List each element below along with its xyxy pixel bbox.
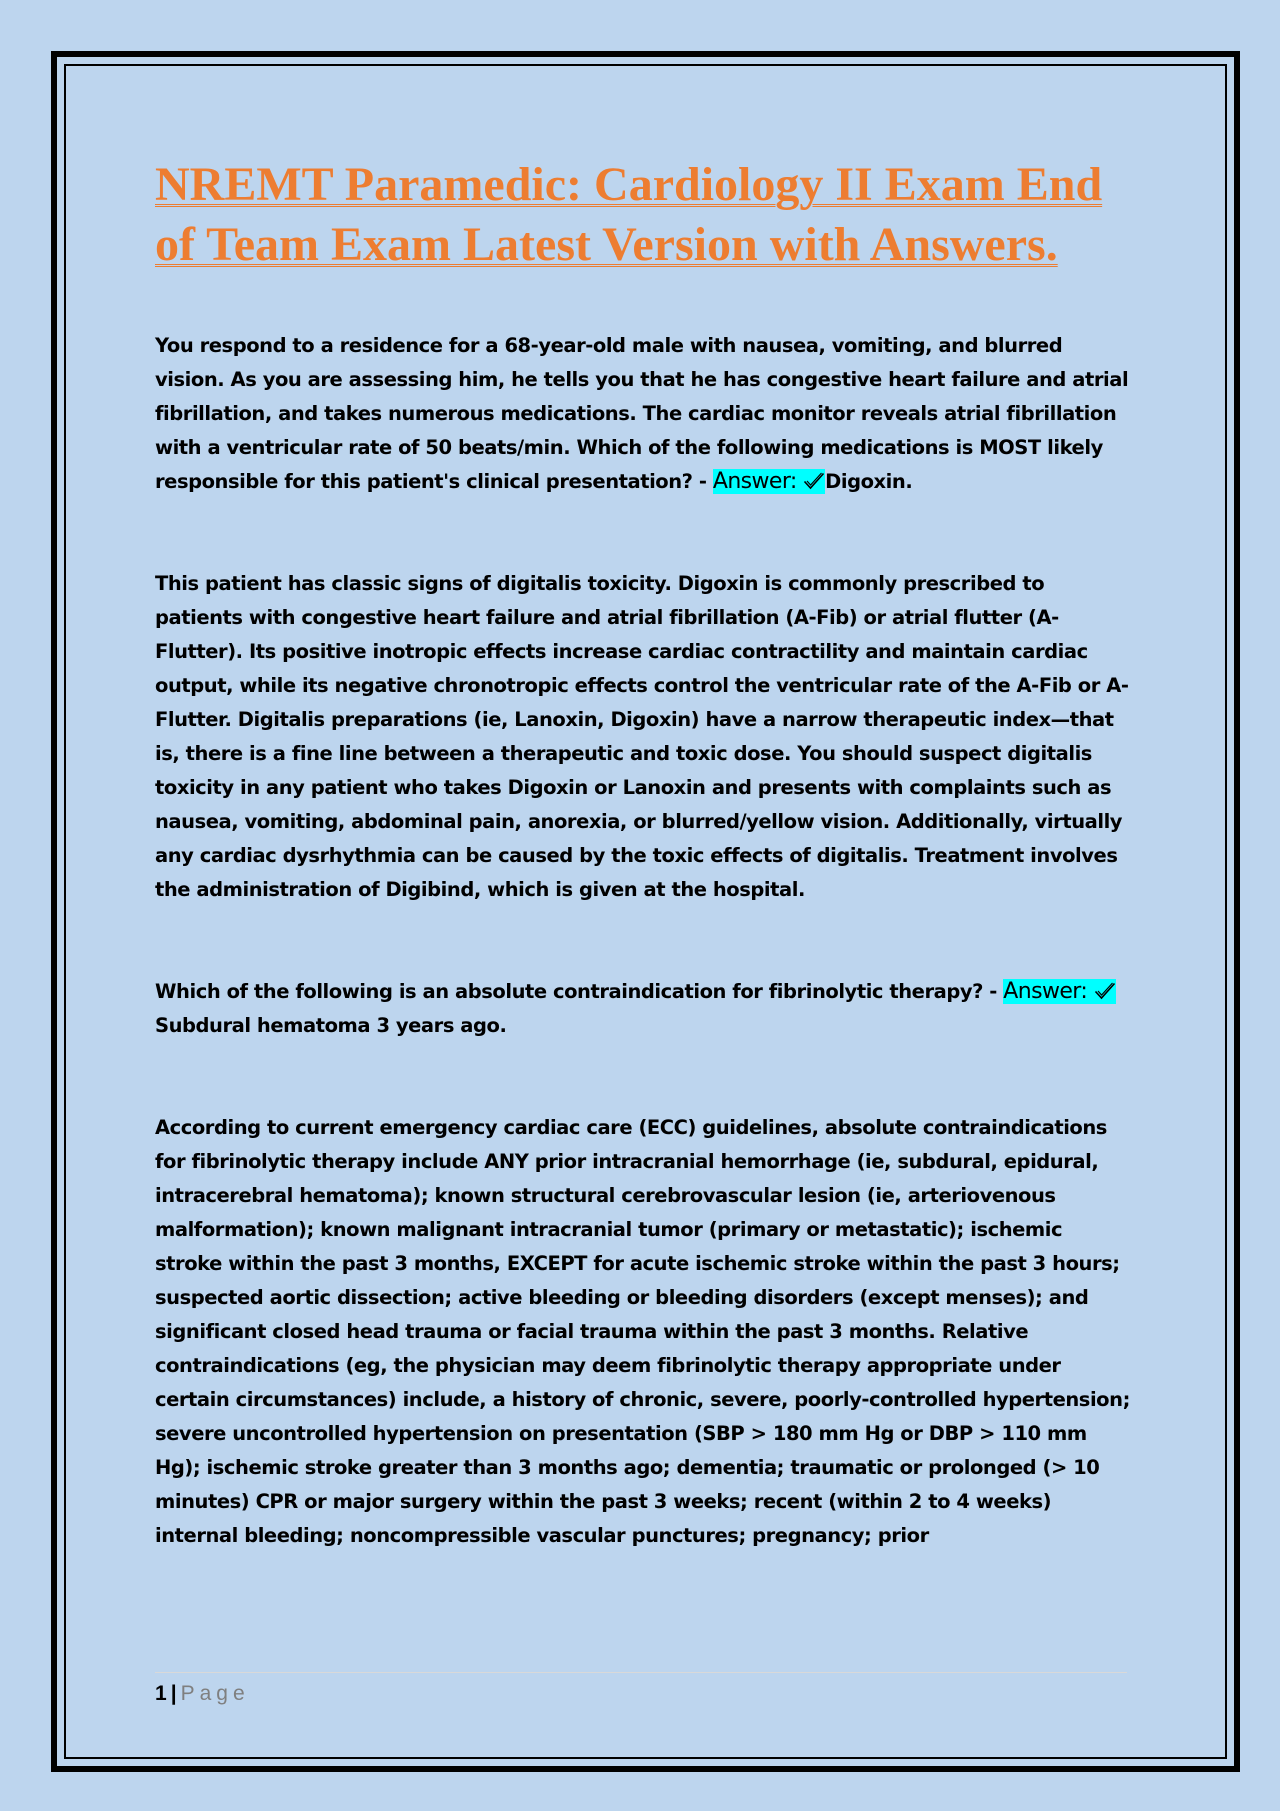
spacer bbox=[155, 907, 1130, 975]
answer-2-label: Answer: bbox=[1003, 979, 1115, 1004]
check-mark-icon bbox=[1094, 981, 1116, 1001]
question-2-text: Which of the following is an absolute contraindication for fibrinolytic therapy? - bbox=[155, 980, 1004, 1003]
answer-2-text: Subdural hematoma 3 years ago. bbox=[155, 1014, 507, 1037]
explanation-1: This patient has classic signs of digitalis toxicity. Digoxin is commonly prescribed to patients with congestive heart failure and atrial fibrillation (A-Fib) or atrial flutter (A-Flutter). Its positive inotropic effects increase cardiac contractility and maintain cardiac output, while its negative chronotropic effects control the ventricular rate of the A-Fib or A-Flutter. Digitalis preparations (ie, Lanoxin, Digoxin) have a narrow therapeutic index—that is, there is a fine line between a therapeutic and toxic dose. You should suspect digitalis toxicity in any patient who takes Digoxin or Lanoxin and presents with complaints such as nausea, vomiting, abdominal pain, anorexia, or blurred/yellow vision. Additionally, virtually any cardiac dysrhythmia can be caused by the toxic effects of digitalis. Treatment involves the administration of Digibind, which is given at the hospital. bbox=[155, 572, 1129, 901]
spacer bbox=[155, 499, 1130, 567]
answer-1-text: Digoxin. bbox=[825, 470, 913, 493]
page-footer bbox=[155, 1672, 1127, 1709]
page-separator: | bbox=[170, 1682, 177, 1705]
page-number: 1 bbox=[155, 1682, 167, 1705]
spacer bbox=[155, 1043, 1130, 1111]
question-2 bbox=[155, 975, 1130, 1043]
explanation-2: According to current emergency cardiac care (ECC) guidelines, absolute contraindications for fibrinolytic therapy include ANY prior intracranial hemorrhage (ie, subdural, epidural, intracerebral hematoma); known structural cerebrovascular lesion (ie, arteriovenous malformation); known malignant intracranial tumor (primary or metastatic); ischemic stroke within the past 3 months, EXCEPT for acute ischemic stroke within the past 3 hours; suspected aortic dissection; active bleeding or bleeding disorders (except menses); and significant closed head trauma or facial trauma within the past 3 months. Relative contraindications (eg, the physician may deem fibrinolytic therapy appropriate under certain circumstances) include, a history of chronic, severe, poorly-controlled hypertension; severe uncontrolled hypertension on presentation (SBP > 180 mm Hg or DBP > 110 mm Hg); ischemic stroke greater than 3 months ago; dementia; traumatic or prolonged (> 10 minutes) CPR or major surgery within the past 3 weeks; recent (within 2 to 4 weeks) internal bleeding; noncompressible vascular punctures; pregnancy; prior bbox=[155, 1116, 1130, 1547]
page-label: Page bbox=[180, 1682, 250, 1705]
document-body bbox=[155, 155, 1130, 1553]
document-title: NREMT Paramedic: Cardiology II Exam End of Team Exam Latest Version with Answers. bbox=[155, 158, 1103, 271]
check-mark-icon bbox=[803, 471, 825, 491]
question-1-text: You respond to a residence for a 68-year-old male with nausea, vomiting, and blurred vision. As you are assessing him, he tells you that he has congestive heart failure and atrial fibrillation, and takes numerous medications. The cardiac monitor reveals atrial fibrillation with a ventricular rate of 50 beats/min. Which of the following medications is MOST likely responsible for this patient's clinical presentation? - bbox=[155, 334, 1129, 493]
question-1 bbox=[155, 329, 1130, 499]
answer-1-label: Answer: bbox=[713, 469, 825, 494]
